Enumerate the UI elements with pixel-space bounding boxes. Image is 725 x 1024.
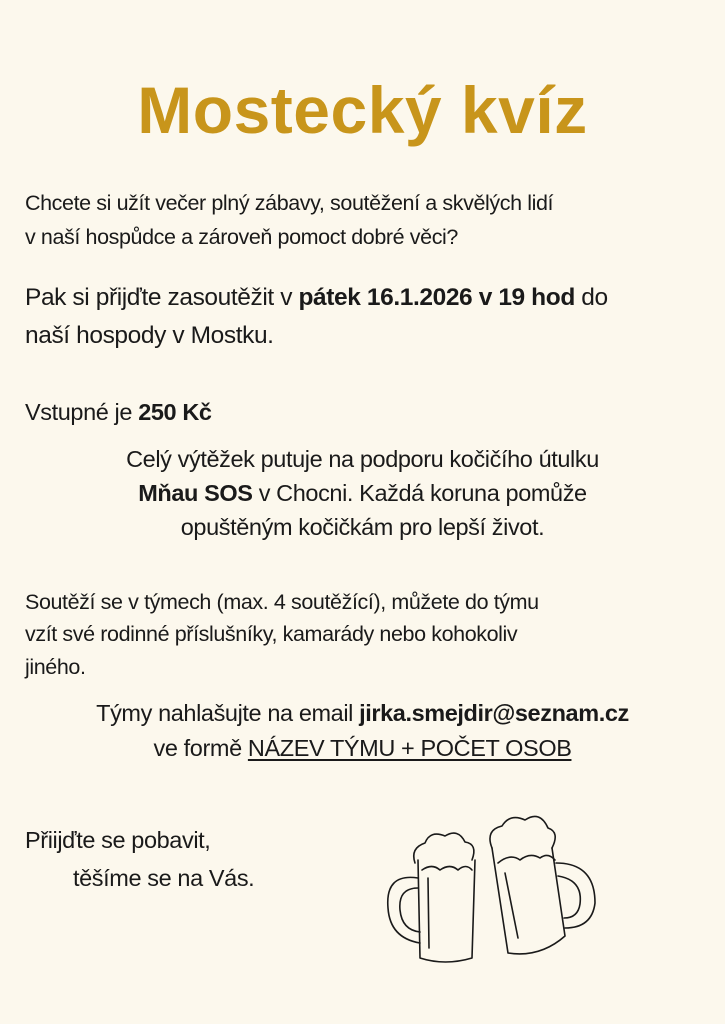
register-line-1 bbox=[0, 700, 725, 727]
when-line-1 bbox=[25, 284, 608, 312]
teams-line-2: vzít své rodinné příslušníky, kamarády nebo kohokoliv bbox=[25, 622, 518, 646]
closing-line-2: těšíme se na Vás. bbox=[73, 865, 255, 891]
shelter-name: Mňau SOS bbox=[138, 480, 253, 506]
entry-price: 250 Kč bbox=[138, 399, 212, 425]
charity-line-3: opuštěným kočičkám pro lepší život. bbox=[180, 514, 545, 540]
register-line-2 bbox=[0, 735, 725, 762]
teams-line-3: jiného. bbox=[25, 655, 86, 679]
poster-title: Mostecký kvíz bbox=[137, 73, 588, 147]
charity-line-2 bbox=[0, 480, 725, 507]
register-format-prefix: ve formě bbox=[153, 735, 248, 761]
beer-mugs-illustration bbox=[380, 808, 610, 973]
closing-line-1: Přiijďte se pobavit, bbox=[25, 827, 211, 853]
register-prefix: Týmy nahlašujte na email bbox=[96, 700, 360, 726]
charity-line-2-rest: v Chocni. Každá koruna pomůže bbox=[252, 480, 587, 506]
registration-format: NÁZEV TÝMU + POČET OSOB bbox=[247, 735, 572, 761]
contact-email[interactable]: jirka.smejdir@seznam.cz bbox=[359, 700, 629, 726]
entry-prefix: Vstupné je bbox=[25, 399, 139, 425]
teams-line-1: Soutěží se v týmech (max. 4 soutěžící), můžete do týmu bbox=[25, 590, 539, 614]
intro-line-2: v naší hospůdce a zároveň pomoct dobré věci? bbox=[25, 225, 458, 249]
when-line-2: naší hospody v Mostku. bbox=[25, 322, 274, 349]
when-suffix: do bbox=[574, 284, 608, 311]
beer-mug-right-icon bbox=[490, 816, 595, 953]
intro-line-1: Chcete si užít večer plný zábavy, soutěžení a skvělých lidí bbox=[25, 191, 554, 215]
charity-line-1: Celý výtěžek putuje na podporu kočičího útulku bbox=[126, 446, 599, 472]
event-date: pátek 16.1.2026 v 19 hod bbox=[298, 284, 575, 311]
entry-fee bbox=[25, 399, 212, 426]
when-prefix: Pak si přijďte zasoutěžit v bbox=[25, 284, 299, 311]
beer-mug-left-icon bbox=[388, 833, 475, 962]
